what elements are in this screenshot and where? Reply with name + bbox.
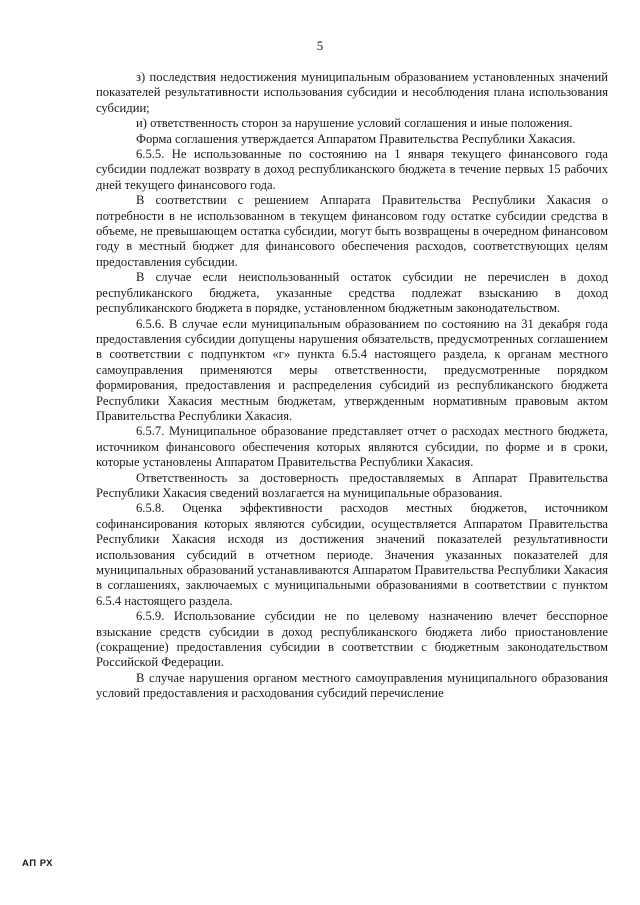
paragraph: 6.5.8. Оценка эффективности расходов местных бюджетов, источником софинансирования которых являются субсидии, осуществляется Аппаратом Правительства Республики Хакасия исходя из достижения значений показателей результативности использования субсидий в отчетном периоде. Значения указанных показателей для муниципальных образований устанавливаются Аппаратом Правительства Республики Хакасия в соглашениях, заключаемых с муниципальными образованиями в соответствии с пунктом 6.5.4 настоящего раздела.	[96, 501, 608, 608]
paragraph: 6.5.5. Не использованные по состоянию на 1 января текущего финансового года субсидии подлежат возврату в доход республиканского бюджета в течение первых 15 рабочих дней текущего финансового года.	[96, 147, 608, 192]
paragraph: 6.5.6. В случае если муниципальным образованием по состоянию на 31 декабря года предоставления субсидии допущены нарушения обязательств, предусмотренных соглашением в соответствии с подпунктом «г» пункта 6.5.4 настоящего раздела, к органам местного самоуправления применяются меры ответственности, предусмотренные порядком формирования, предоставления и распределения субсидий из республиканского бюджета Республики Хакасия местным бюджетам, утвержденным нормативным правовым актом Правительства Республики Хакасия.	[96, 316, 608, 423]
paragraph: В случае если неиспользованный остаток субсидии не перечислен в доход республиканского бюджета, указанные средства подлежат взысканию в доход республиканского бюджета в порядке, установленном бюджетным законодательством.	[96, 270, 608, 316]
paragraph: Форма соглашения утверждается Аппаратом Правительства Республики Хакасия.	[136, 131, 576, 146]
paragraph: 6.5.7. Муниципальное образование представляет отчет о расходах местного бюджета, источником финансового обеспечения которых являются субсидии, по форме и в сроки, которые установлены Аппаратом Правительства Республики Хакасия.	[96, 424, 608, 470]
paragraph: 6.5.9. Использование субсидии не по целевому назначению влечет бесспорное взыскание средств субсидии в доход республиканского бюджета либо приостановление (сокращение) предоставления субсидии в соответствии с бюджетным законодательством Российской Федерации.	[96, 609, 608, 670]
paragraph: В случае нарушения органом местного самоуправления муниципального образования условий предоставления и расходования субсидий перечисление	[96, 670, 608, 701]
paragraph: В соответствии с решением Аппарата Правительства Республики Хакасия о потребности в не использованном в текущем финансовом году остатке субсидии средства в объеме, не превышающем остатка субсидии, могут быть возвращены в очередном финансовом году в местный бюджет для финансового обеспечения расходов, соответствующих целям предоставления субсидии.	[96, 193, 608, 269]
paragraph: з) последствия недостижения муниципальным образованием установленных значений показателей результативности использования субсидии и несоблюдения плана использования субсидии;	[96, 70, 608, 115]
paragraph: Ответственность за достоверность предоставляемых в Аппарат Правительства Республики Хакасия сведений возлагается на муниципальные образования.	[96, 470, 608, 500]
footer-mark: АП РХ	[22, 858, 54, 869]
page-number: 5	[316, 38, 324, 53]
document-body	[96, 70, 608, 702]
paragraph: и) ответственность сторон за нарушение условий соглашения и иные положения.	[136, 116, 573, 131]
